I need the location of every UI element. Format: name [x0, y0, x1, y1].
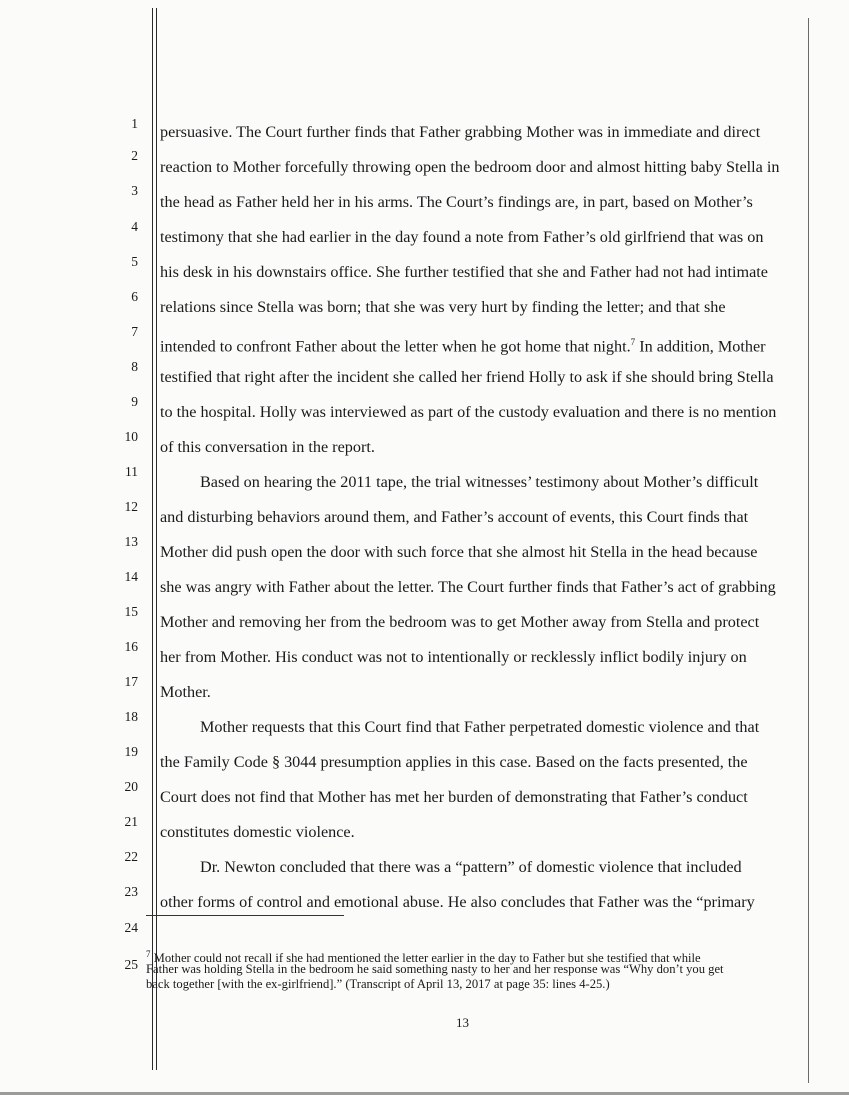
line-number: 4: [131, 219, 138, 234]
footnote-marker: 7: [146, 949, 151, 959]
line-number: 6: [131, 289, 138, 304]
body-text-line: testimony that she had earlier in the day found a note from Father’s old girlfriend that was on: [160, 228, 764, 246]
line-number: 22: [124, 849, 138, 864]
body-text-line: Mother did push open the door with such force that she almost hit Stella in the head because: [160, 543, 758, 561]
line-number: 8: [131, 359, 138, 374]
body-text: In addition, Mother: [635, 337, 766, 356]
line-number: 25: [124, 957, 138, 972]
line-number: 21: [124, 814, 138, 829]
line-number: 18: [124, 709, 138, 724]
line-number: 5: [131, 254, 138, 269]
body-text-line: and disturbing behaviors around them, and Father’s account of events, this Court finds that: [160, 508, 749, 526]
line-number: 11: [125, 464, 138, 479]
line-number: 9: [131, 394, 138, 409]
line-number: 24: [124, 920, 138, 935]
body-text-line: her from Mother. His conduct was not to intentionally or recklessly inflict bodily injury on: [160, 648, 747, 666]
body-text-line: Court does not find that Mother has met her burden of demonstrating that Father’s conduct: [160, 788, 748, 806]
line-number: 12: [124, 499, 138, 514]
line-number: 7: [131, 324, 138, 339]
left-margin-rule: [152, 8, 153, 1070]
body-text-line: testified that right after the incident she called her friend Holly to ask if she should bring Stella: [160, 368, 774, 386]
footnote-reference: 7: [630, 337, 636, 347]
right-margin-rule: [808, 18, 809, 1083]
footnote-separator: [146, 915, 344, 916]
body-text-line: reaction to Mother forcefully throwing open the bedroom door and almost hitting baby Stella in: [160, 158, 780, 176]
line-number: 19: [124, 744, 138, 759]
body-text-line: his desk in his downstairs office. She further testified that she and Father had not had intimate: [160, 263, 768, 281]
footnote-line: Father was holding Stella in the bedroom he said something nasty to her and her response was “Why don’t you get: [146, 962, 724, 976]
body-text-line: of this conversation in the report.: [160, 438, 375, 456]
body-text-line: to the hospital. Holly was interviewed as part of the custody evaluation and there is no mention: [160, 403, 777, 421]
body-text-line: Dr. Newton concluded that there was a “pattern” of domestic violence that included: [200, 858, 742, 876]
left-margin-rule-double: [156, 8, 157, 1070]
line-number: 20: [124, 779, 138, 794]
body-text: intended to confront Father about the letter when he got home that night.: [160, 337, 631, 356]
line-number: 2: [131, 148, 138, 163]
body-text-line: constitutes domestic violence.: [160, 823, 355, 841]
line-number: 16: [124, 639, 138, 654]
body-text-line: she was angry with Father about the letter. The Court further finds that Father’s act of grabbing: [160, 578, 776, 596]
body-text-line: [160, 332, 766, 356]
line-number: 3: [131, 183, 138, 198]
line-number: 15: [124, 604, 138, 619]
body-text-line: the head as Father held her in his arms. The Court’s findings are, in part, based on Mother’s: [160, 193, 753, 211]
line-number: 14: [124, 569, 138, 584]
line-number: 13: [124, 534, 138, 549]
page-number: 13: [456, 1015, 469, 1030]
body-text-line: persuasive. The Court further finds that Father grabbing Mother was in immediate and direct: [160, 123, 761, 141]
footnote-text: Mother could not recall if she had mentioned the letter earlier in the day to Father but she testified that while: [150, 951, 701, 966]
line-number: 23: [124, 884, 138, 899]
body-text-line: the Family Code § 3044 presumption applies in this case. Based on the facts presented, the: [160, 753, 748, 771]
line-number: 17: [124, 674, 138, 689]
body-text-line: Mother and removing her from the bedroom was to get Mother away from Stella and protect: [160, 613, 760, 631]
body-text-line: other forms of control and emotional abuse. He also concludes that Father was the “primary: [160, 893, 755, 911]
body-text-line: Mother.: [160, 683, 211, 701]
body-text-line: Based on hearing the 2011 tape, the trial witnesses’ testimony about Mother’s difficult: [200, 473, 759, 491]
line-number: 1: [131, 116, 138, 131]
line-number: 10: [124, 429, 138, 444]
body-text-line: relations since Stella was born; that she was very hurt by finding the letter; and that she: [160, 298, 726, 316]
body-text-line: Mother requests that this Court find that Father perpetrated domestic violence and that: [200, 718, 760, 736]
footnote-line: back together [with the ex-girlfriend].” (Transcript of April 13, 2017 at page 35: lines 4-25.): [146, 977, 610, 991]
